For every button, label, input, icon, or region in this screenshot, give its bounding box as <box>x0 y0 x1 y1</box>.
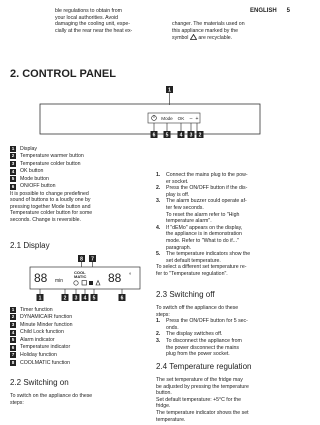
timer-digits: 88 <box>34 271 48 285</box>
appliance-panel-outline <box>40 104 260 134</box>
callout-label: 3 <box>74 295 78 302</box>
legend-item: 4 Child Lock function <box>11 329 64 336</box>
callout-label: 4 <box>83 295 87 302</box>
legend-item: 3 Temperature colder button <box>11 160 81 167</box>
legend-item: 8 COOLMATIC function <box>11 359 71 366</box>
section-title-temperature-regulation: 2.4 Temperature regulation <box>156 362 252 371</box>
legend-item: 7 Holiday function <box>11 352 57 359</box>
section-title-switching-on: 2.2 Switching on <box>10 378 69 387</box>
list-item: 2. Press the ON/OFF button if the dis- play is off. <box>156 185 248 198</box>
callout-label: 5 <box>92 295 96 302</box>
callout-label: 3 <box>189 132 193 139</box>
list-item: 3. The alarm buzzer could operate af- ter few seconds. To reset the alarm refer to "High temperature alarm". <box>156 198 247 225</box>
callout-label: 5 <box>165 132 169 139</box>
section-title-control-panel: 2. CONTROL PANEL <box>10 68 116 80</box>
legend-item: 2 DYNAMICAIR function <box>11 314 73 321</box>
text-line: ble regulations to obtain from <box>55 8 122 14</box>
callout-label: 6 <box>120 295 124 302</box>
list-item: 1. Press the ON/OFF button for 5 sec- onds. <box>156 318 248 331</box>
legend-item: 4 OK button <box>11 168 44 175</box>
fan-icon <box>74 281 78 285</box>
coolmatic-sub-label: MATIC <box>74 274 87 279</box>
degree-symbol: ° <box>129 273 132 279</box>
switching-off-content: To switch off the appliance do these steps: 1. Press the ON/OFF button for 5 sec- onds. 2. The display switches off. 3. To disconnect the appliance from the power disconnect the mains plug from the power socket. <box>156 305 292 358</box>
list-item: 3. To disconnect the appliance from the power disconnect the mains plug from the power socket. <box>156 337 242 358</box>
section-title-display: 2.1 Display <box>10 241 50 250</box>
legend-item: 2 Temperature warmer button <box>11 153 84 160</box>
recycle-icon <box>190 34 197 40</box>
callout-label: 1 <box>38 295 42 302</box>
lock-icon <box>89 281 93 285</box>
ok-button-label: OK <box>177 116 185 121</box>
display-diagram <box>10 255 160 303</box>
switching-on-steps <box>156 172 292 278</box>
legend-item: 5 Mode button <box>11 175 49 182</box>
list-item: 2. The display switches off. <box>156 331 223 338</box>
text-line: cially at the rear near the heat ex- <box>55 27 133 34</box>
callout-label: 2 <box>198 132 202 139</box>
legend-item: 3 Minute Minder function <box>11 321 73 328</box>
coolmatic-label: COOL <box>74 270 86 275</box>
text-line: damaging the cooling unit, espe- <box>55 21 130 28</box>
temperature-regulation-body: The set temperature of the fridge may be adjusted by pressing the temperature button. Set default temperature: +5°C for the fridge. The temperature indicator shows the set temperature. <box>156 377 249 423</box>
temperature-digits: 88 <box>108 271 122 285</box>
legend-item: 1 Timer function <box>11 306 53 313</box>
callout-label: 6 <box>152 132 156 139</box>
mode-button-label: Mode <box>161 116 173 121</box>
timer-minute-glyph: min <box>55 278 64 284</box>
minus-button-label: – <box>189 116 193 122</box>
callout-label: 7 <box>91 256 94 263</box>
switching-on-intro: To switch on the appliance do these steps: <box>10 393 93 406</box>
section-title-switching-off: 2.3 Switching off <box>156 290 215 299</box>
control-panel-legend <box>10 145 145 224</box>
sound-note: It is possible to change predefined sound of buttons to a loudly one by pressing together Mode button and Temperature colder button for some seconds. Change is reversible. <box>10 190 93 223</box>
legend-item: 6 ON/OFF button <box>11 183 56 190</box>
list-item: 1. Connect the mains plug to the pow- er socket. <box>156 172 248 185</box>
alarm-icon <box>96 281 100 286</box>
list-item: 4. If "dEMo" appears on the display, the appliance is in demonstration mode. Refer to "What to do if..." paragraph. <box>156 224 243 251</box>
display-legend <box>10 306 145 367</box>
callout-label: 4 <box>179 132 183 139</box>
page-number: 5 <box>286 8 290 14</box>
text-line: changer. The materials used on <box>172 21 245 27</box>
header-language: ENGLISH <box>249 8 277 14</box>
list-item: 5. The temperature indicators show the set default temperature. <box>156 251 251 264</box>
text-line: To select a different set temperature re- <box>156 264 247 271</box>
callout-label: 1 <box>168 87 171 94</box>
plus-button-label: + <box>195 116 199 122</box>
callout-label: 8 <box>80 256 83 263</box>
legend-item: 6 Temperature indicator <box>11 344 71 351</box>
legend-item: 5 Alarm indicator <box>11 336 55 343</box>
intro-text-right <box>172 21 287 42</box>
callout-label: 2 <box>63 295 67 302</box>
text-line: symbol are recyclable. <box>172 35 233 42</box>
text-line: fer to "Temperature regulation". <box>156 270 228 277</box>
text-line: your local authorities. Avoid <box>55 14 119 21</box>
clock-icon <box>82 281 87 286</box>
intro-text-left <box>55 8 160 34</box>
text-line: this appliance marked by the <box>172 27 239 34</box>
page-header <box>250 8 290 14</box>
legend-item: 1 Display <box>11 145 38 152</box>
